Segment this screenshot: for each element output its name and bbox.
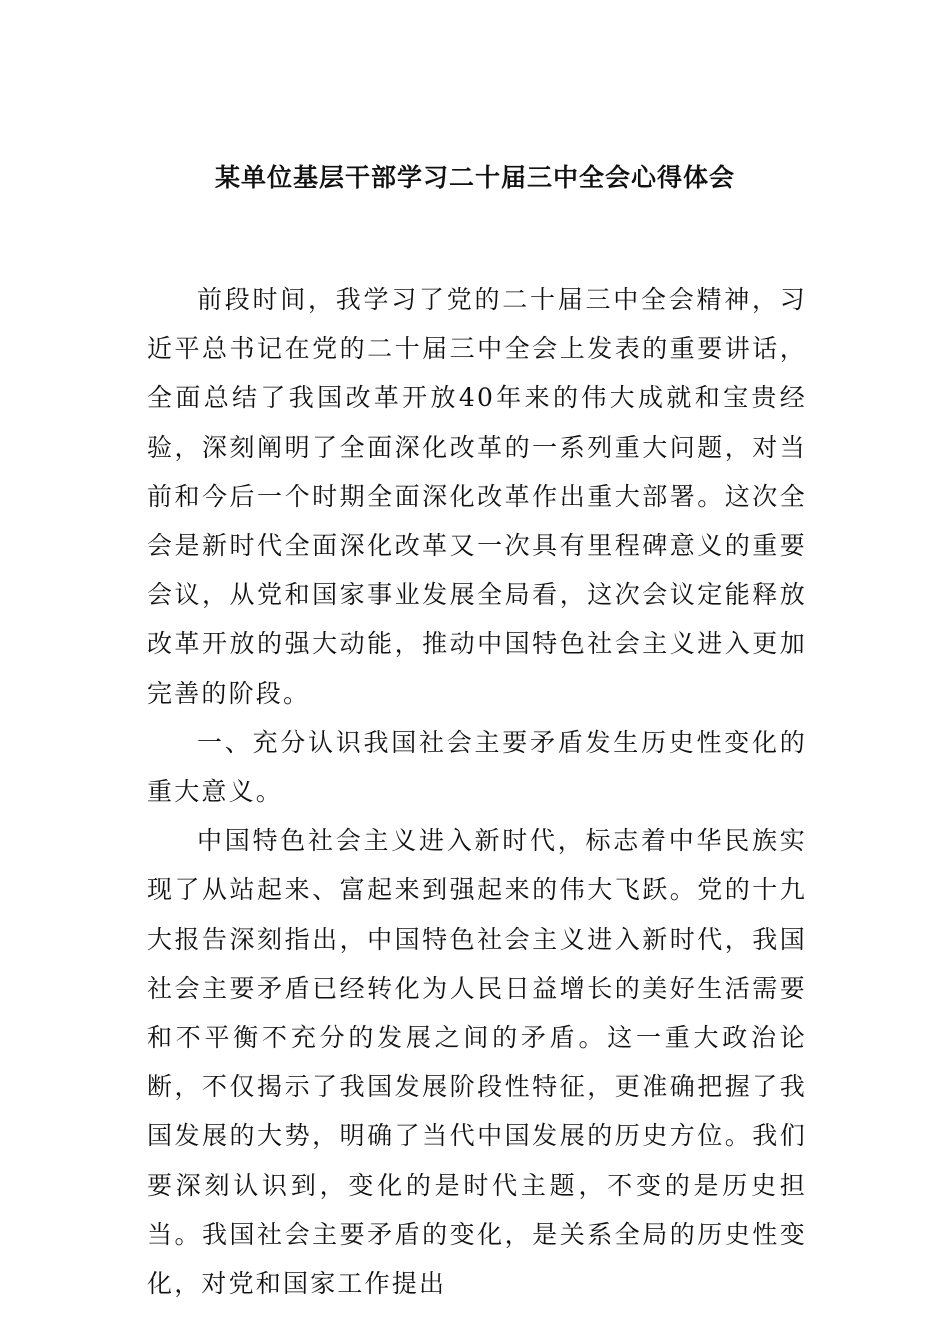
paragraph-body: 中国特色社会主义进入新时代，标志着中华民族实现了从站起来、富起来到强起来的伟大飞跃。党的十九大报告深刻指出，中国特色社会主义进入新时代，我国社会主要矛盾已经转化为人民日益增长的美好生活需要和不平衡不充分的发展之间的矛盾。这一重大政治论断，不仅揭示了我国发展阶段性特征，更准确把握了我国发展的大势，明确了当代中国发展的历史方位。我们要深刻认识到，变化的是时代主题，不变的是历史担当。我国社会主要矛盾的变化，是关系全局的历史性变化，对党和国家工作提出: [147, 826, 807, 1299]
document-body: [147, 275, 807, 1308]
paragraph-intro: 前段时间，我学习了党的二十届三中全会精神，习近平总书记在党的二十届三中全会上发表的重要讲话，全面总结了我国改革开放40年来的伟大成就和宝贵经验，深刻阐明了全面深化改革的一系列重大问题，对当前和今后一个时期全面深化改革作出重大部署。这次全会是新时代全面深化改革又一次具有里程碑意义的重要会议，从党和国家事业发展全局看，这次会议定能释放改革开放的强大动能，推动中国特色社会主义进入更加完善的阶段。: [147, 285, 807, 708]
document-title: 某单位基层干部学习二十届三中全会心得体会: [214, 163, 735, 192]
paragraph-section-heading: 一、充分认识我国社会主要矛盾发生历史性变化的重大意义。: [147, 727, 807, 807]
